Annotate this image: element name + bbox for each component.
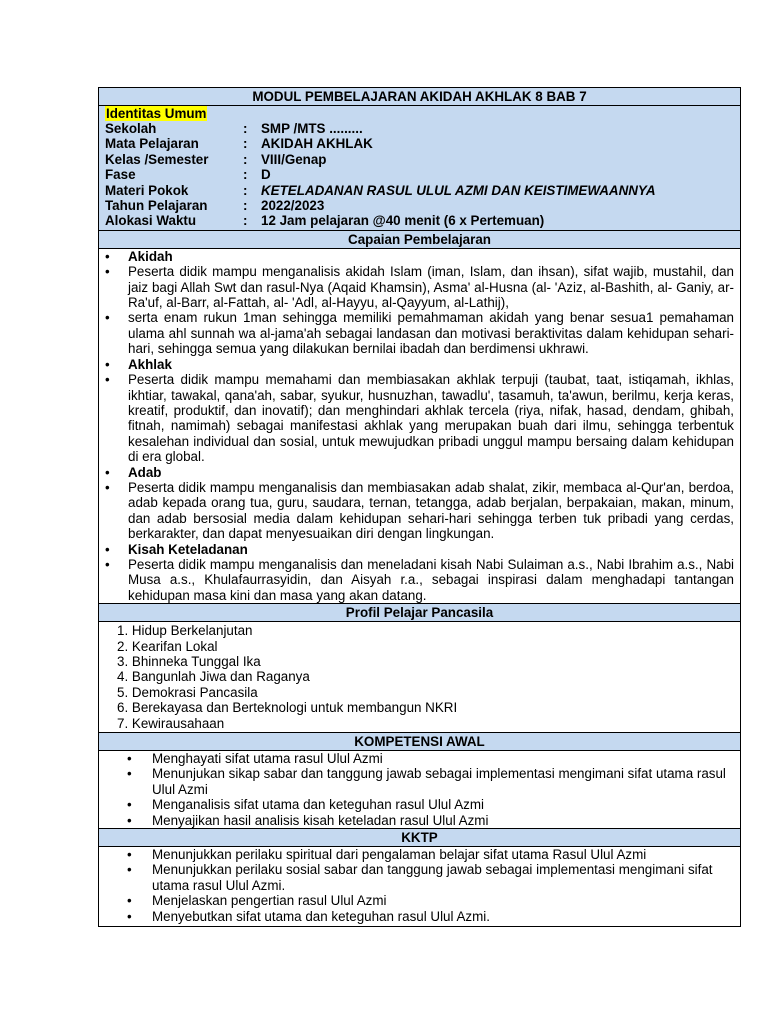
bullet: • bbox=[105, 556, 110, 572]
list-item bbox=[105, 480, 734, 542]
identity-value: KETELADANAN RASUL ULUL AZMI DAN KEISTIMEWAANNYA bbox=[261, 182, 656, 198]
list-item bbox=[127, 847, 734, 862]
list-item bbox=[105, 264, 734, 310]
list-item: 5. Demokrasi Pancasila bbox=[117, 684, 258, 700]
subheading-kisah: Kisah Keteladanan bbox=[128, 541, 248, 557]
subheading-adab: Adab bbox=[128, 464, 162, 480]
bullet: • bbox=[105, 310, 110, 326]
identity-value: 12 Jam pelajaran @40 menit (6 x Pertemuan) bbox=[261, 213, 545, 229]
identity-value: D bbox=[261, 167, 271, 183]
list-item bbox=[127, 813, 734, 828]
identity-value: 2022/2023 bbox=[261, 198, 325, 214]
subheading-akhlak: Akhlak bbox=[128, 356, 172, 372]
list-item bbox=[127, 751, 734, 766]
identity-row bbox=[105, 152, 734, 167]
identity-value: VIII/Genap bbox=[261, 151, 327, 167]
list-item bbox=[105, 357, 734, 372]
list-item-text: Menganalisis sifat utama dan keteguhan rasul Ulul Azmi bbox=[152, 797, 484, 813]
identity-colon: : bbox=[243, 136, 248, 152]
kompetensi-heading: KOMPETENSI AWAL bbox=[99, 733, 740, 751]
identity-row bbox=[105, 167, 734, 182]
list-item-text: Peserta didik mampu memahami dan membiasakan akhlak terpuji (taubat, taat, istiqamah, ikhlas, ikhtiar, tawakal, qana'ah, sabar, syukur, husnuzhan, tawadlu', tasamuh, ta'awun, berilmu, kerja keras, kreatif, produktif, dan inovatif); dan menghindari akhlak tercela (riya, nifak, hasad, dendam, ghibah, fitnah, namimah) sebagai manifestasi akhlak yang merupakan buah dari ilmu, sehingga terbentuk kesalehan individual dan sosial, untuk mewujudkan pribadi unggul mampu bersaing dalam kehidupan di era global. bbox=[128, 372, 734, 465]
bullet: • bbox=[105, 264, 110, 280]
list-item bbox=[127, 766, 734, 797]
bullet: • bbox=[127, 847, 132, 863]
module-title: MODUL PEMBELAJARAN AKIDAH AKHLAK 8 BAB 7 bbox=[99, 88, 740, 106]
identity-colon: : bbox=[243, 213, 248, 229]
list-item-text: Menghayati sifat utama rasul Ulul Azmi bbox=[152, 751, 383, 767]
identity-colon: : bbox=[243, 167, 248, 183]
identity-colon: : bbox=[243, 182, 248, 198]
list-item bbox=[105, 542, 734, 557]
list-item: 1. Hidup Berkelanjutan bbox=[117, 623, 253, 639]
bullet: • bbox=[105, 479, 110, 495]
identitas-umum-section bbox=[99, 106, 740, 231]
identity-key: Alokasi Waktu bbox=[105, 213, 197, 229]
bullet: • bbox=[105, 248, 110, 264]
bullet: • bbox=[105, 356, 110, 372]
list-item-text: Peserta didik mampu menganalisis dan meneladani kisah Nabi Sulaiman a.s., Nabi Ibrahim a.s., Nabi Musa a.s., Khulafaurrasyidin, dan Aisyah r.a., sebagai inspirasi dalam menghadapi tantangan kehidupan masa kini dan masa yang akan datang. bbox=[128, 556, 734, 603]
identity-row bbox=[105, 183, 734, 198]
bullet: • bbox=[127, 766, 132, 782]
profil-heading: Profil Pelajar Pancasila bbox=[99, 604, 740, 622]
identity-row bbox=[105, 121, 734, 136]
list-item bbox=[127, 893, 734, 908]
bullet: • bbox=[127, 908, 132, 924]
subheading-akidah: Akidah bbox=[128, 248, 173, 264]
list-item-text: Peserta didik mampu menganalisis dan membiasakan adab shalat, zikir, membaca al-Qur'an, berdoa, adab kepada orang tua, guru, saudara, ternan, tetangga, adab berjalan, berpakaian, makan, minum, dan adab bersosial media dalam kehidupan sehari-hari sehingga terben tuk pribadi yang cerdas, berkarakter, dan dapat menyesuaikan diri dengan lingkungan. bbox=[128, 479, 734, 542]
list-item bbox=[105, 557, 734, 603]
list-item-text: Menyebutkan sifat utama dan keteguhan rasul Ulul Azmi. bbox=[152, 908, 490, 924]
identity-value: AKIDAH AKHLAK bbox=[261, 136, 373, 152]
identity-colon: : bbox=[243, 151, 248, 167]
list-item-text: Menunjukkan perilaku spiritual dari pengalaman belajar sifat utama Rasul Ulul Azmi bbox=[152, 847, 647, 863]
list-item: 4. Bangunlah Jiwa dan Raganya bbox=[117, 669, 310, 685]
list-item-text: Menunjukan sikap sabar dan tanggung jawab sebagai implementasi mengimani sifat utama rasul Ulul Azmi bbox=[152, 766, 726, 797]
identitas-umum-heading: Identitas Umum bbox=[106, 106, 207, 121]
bullet: • bbox=[127, 812, 132, 828]
list-item bbox=[105, 465, 734, 480]
kktp-heading: KKTP bbox=[99, 829, 740, 847]
identity-key: Sekolah bbox=[105, 121, 157, 136]
list-item: 3. Bhinneka Tunggal Ika bbox=[117, 654, 261, 669]
identity-row bbox=[105, 136, 734, 151]
bullet: • bbox=[127, 893, 132, 909]
list-item-text: serta enam rukun 1man sehingga memiliki pemahmaman akidah yang benar sesua1 pemahaman ulama ahl sunnah wa al-jama'ah sebagai landasan dan motivasi beraktivitas dalam kehidupan sehari-hari, sehingga semua yang dilakukan bernilai ibadah dan berdimensi ukhrawi. bbox=[128, 310, 734, 357]
list-item bbox=[105, 249, 734, 264]
kktp-list bbox=[99, 847, 740, 926]
identity-key: Tahun Pelajaran bbox=[105, 198, 208, 214]
identity-row bbox=[105, 198, 734, 213]
bullet: • bbox=[127, 751, 132, 767]
list-item: 7. Kewirausahaan bbox=[117, 715, 225, 731]
bullet: • bbox=[105, 541, 110, 557]
identity-key: Materi Pokok bbox=[105, 182, 189, 198]
bullet: • bbox=[105, 464, 110, 480]
identity-colon: : bbox=[243, 121, 248, 136]
list-item-text: Peserta didik mampu menganalisis akidah Islam (iman, Islam, dan ihsan), sifat wajib, mustahil, dan jaiz bagi Allah Swt dan rasul-Nya (Aqaid Khamsin), Asma' al-Husna (al- 'Aziz, al-Bashith, al- Ganiy, ar-Ra'uf, al-Barr, al-Fattah, al- 'Adl, al-Hayyu, al-Qayyum, al-Lathij), bbox=[128, 264, 734, 311]
list-item-text: Menyajikan hasil analisis kisah keteladan rasul Ulul Azmi bbox=[152, 812, 489, 828]
bullet: • bbox=[127, 797, 132, 813]
identity-value: SMP /MTS ......... bbox=[261, 121, 363, 136]
capaian-heading: Capaian Pembelajaran bbox=[99, 231, 740, 249]
module-document bbox=[98, 87, 741, 927]
list-item bbox=[127, 862, 734, 893]
list-item bbox=[127, 909, 734, 924]
list-item: 2. Kearifan Lokal bbox=[117, 638, 218, 654]
identity-key: Fase bbox=[105, 167, 136, 183]
kompetensi-list bbox=[99, 751, 740, 829]
capaian-section bbox=[99, 249, 740, 604]
list-item-text: Menjelaskan pengertian rasul Ulul Azmi bbox=[152, 893, 387, 909]
bullet: • bbox=[127, 862, 132, 878]
profil-list bbox=[99, 622, 740, 733]
list-item bbox=[127, 797, 734, 812]
list-item bbox=[105, 310, 734, 356]
identity-key: Mata Pelajaran bbox=[105, 136, 199, 152]
bullet: • bbox=[105, 372, 110, 388]
list-item-text: Menunjukkan perilaku sosial sabar dan tanggung jawab sebagai implementasi mengimani sifat utama rasul Ulul Azmi. bbox=[152, 862, 713, 893]
identity-key: Kelas /Semester bbox=[105, 151, 209, 167]
identity-row bbox=[105, 213, 734, 228]
list-item: 6. Berekayasa dan Berteknologi untuk membangun NKRI bbox=[117, 700, 458, 716]
identity-colon: : bbox=[243, 198, 248, 214]
list-item bbox=[105, 372, 734, 464]
